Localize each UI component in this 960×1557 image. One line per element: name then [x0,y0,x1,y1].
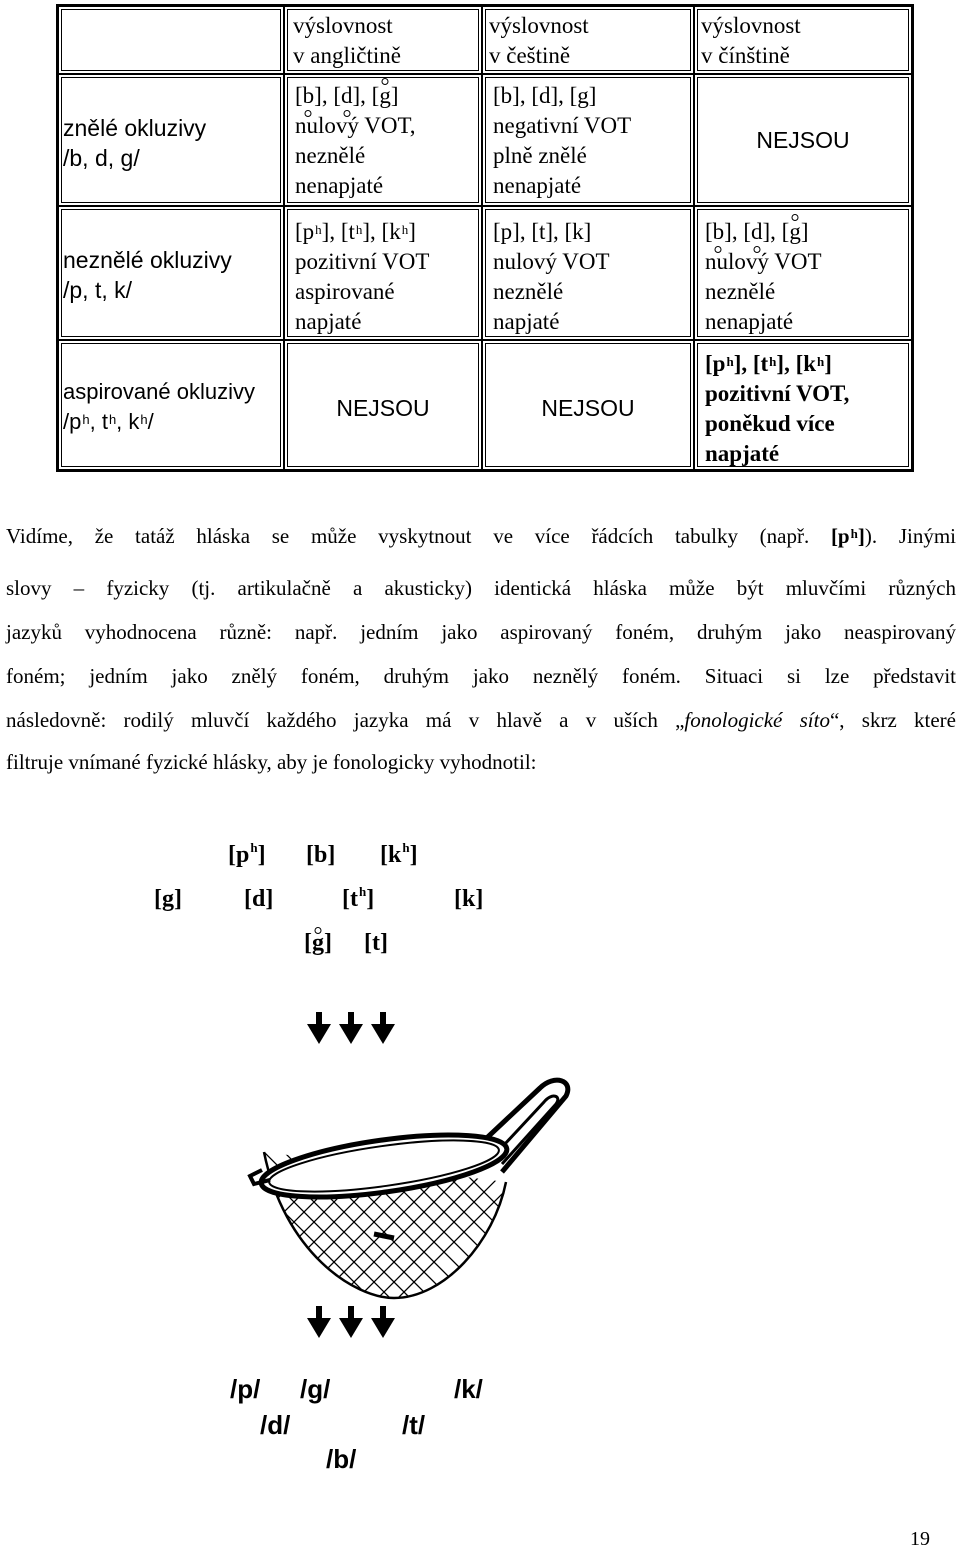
header-czech: výslovnost v češtině [482,6,694,74]
cell-voiced-english: [b], [d], [g] nulový VOT, neznělé nenapjaté [284,74,482,206]
down-arrow-icon [339,1012,363,1044]
phone-b: [b] [306,842,336,868]
page-number: 19 [910,1528,930,1550]
sieve-icon [244,1062,584,1302]
phone-t: [t] [364,930,388,956]
phoneme-g: /g/ [300,1374,331,1404]
down-arrow-icon [371,1012,395,1044]
phone-g: [g] [154,886,182,912]
paragraph-line-5: následovně: rodilý mluvčí každého jazyka má v hlavě a v uších „fonologické síto“, skrz které [6,708,956,732]
down-arrow-group-top [306,1010,402,1046]
cell-voiceless-chinese: [b], [d], [g] nulový VOT neznělé nenapjaté [694,206,912,340]
down-arrow-group-bottom [306,1304,402,1340]
cell-voiced-czech: [b], [d], [g] negativní VOT plně znělé nenapjaté [482,74,694,206]
phoneme-t: /t/ [402,1410,426,1440]
row-label-voiced: znělé okluzivy /b, d, g/ [58,74,284,206]
phoneme-k: /k/ [454,1374,483,1404]
paragraph-line-1: Vidíme, že tatáž hláska se může vyskytnout ve více řádcích tabulky (např. $[p^h]$). Jinými [6,524,956,548]
paragraph-line-6: filtruje vnímané fyzické hlásky, aby je fonologicky vyhodnotil: [6,750,537,774]
down-arrow-icon [339,1306,363,1338]
phoneme-d: /d/ [260,1410,291,1440]
paragraph-line-4: foném; jedním jako znělý foném, druhým jako neznělý foném. Situaci si lze představit [6,664,956,688]
phone-g-voiceless: [g] [304,930,332,956]
paragraph-line-2: slovy – fyzicky (tj. artikulačně a akusticky) identická hláska může být mluvčími různých [6,576,956,600]
phone-th: $[t^h]$ [342,884,375,912]
cell-aspirated-english: NEJSOU [284,340,482,470]
vot-table [56,4,914,472]
cell-voiceless-czech: [p], [t], [k] nulový VOT neznělé napjaté [482,206,694,340]
phoneme-b: /b/ [326,1444,357,1474]
header-empty-cell [58,6,284,74]
paragraph-line-3: jazyků vyhodnocena různě: např. jedním jako aspirovaný foném, druhým jako neaspirovaný [6,620,956,644]
row-label-aspirated: aspirované okluzivy $/p^h$, $t^h$, $k^h/$ [58,340,284,470]
cell-aspirated-chinese: $[p^h]$, $[t^h]$, $[k^h]$ pozitivní VOT, poněkud více napjaté [694,340,912,470]
down-arrow-icon [371,1306,395,1338]
phone-k: [k] [454,886,484,912]
phone-ph: $[p^h]$ [228,840,266,868]
phone-d: [d] [244,886,274,912]
down-arrow-icon [307,1306,331,1338]
cell-voiced-chinese: NEJSOU [694,74,912,206]
header-english: výslovnost v angličtině [284,6,482,74]
cell-aspirated-czech: NEJSOU [482,340,694,470]
row-label-voiceless: neznělé okluzivy /p, t, k/ [58,206,284,340]
cell-voiceless-english: $[p^h]$, $[t^h]$, $[k^h]$ pozitivní VOT aspirované napjaté [284,206,482,340]
phone-kh: $[k^h]$ [380,840,418,868]
header-chinese: výslovnost v čínštině [694,6,912,74]
down-arrow-icon [307,1012,331,1044]
phoneme-p: /p/ [230,1374,261,1404]
